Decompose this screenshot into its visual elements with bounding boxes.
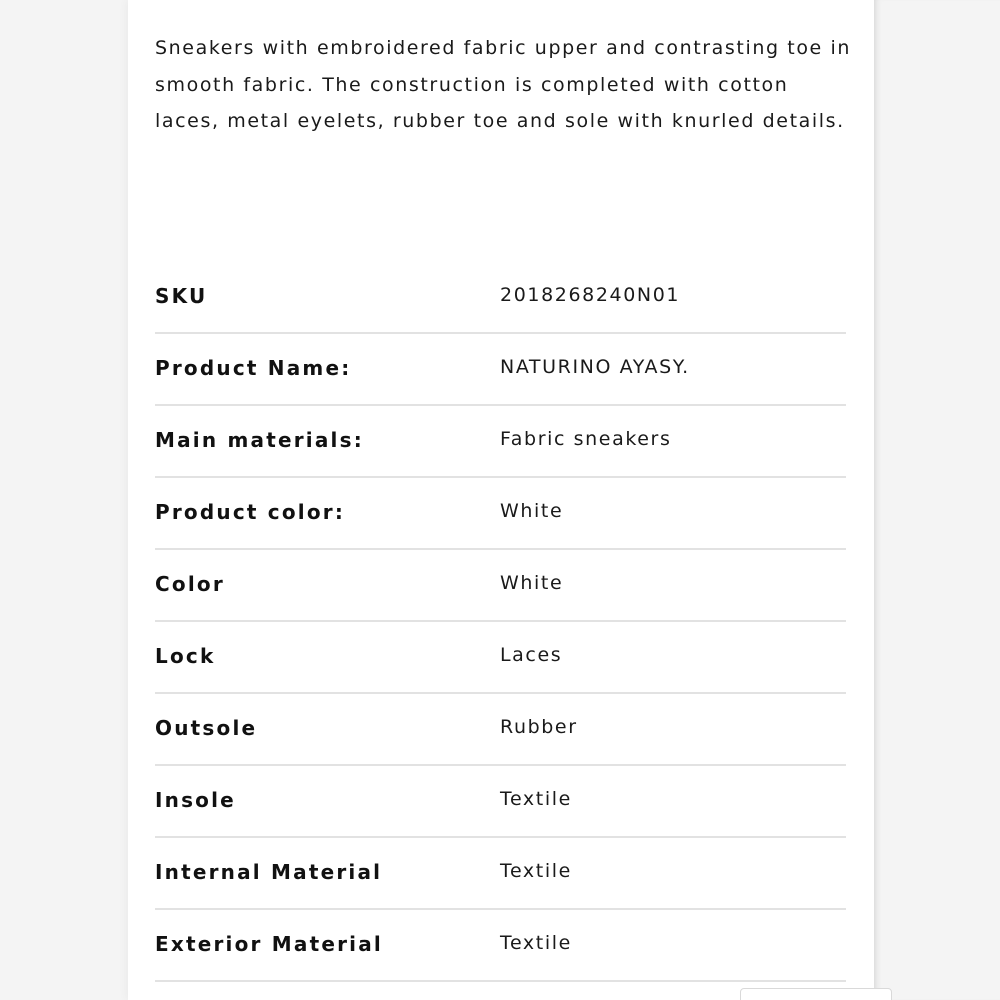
product-details-panel — [128, 0, 874, 1000]
spec-value: 2018268240N01 — [500, 284, 681, 306]
spec-label: Product color: — [155, 500, 346, 524]
spec-row-main-materials — [155, 406, 846, 478]
spec-value: Textile — [500, 860, 572, 882]
spec-row-lock — [155, 622, 846, 694]
spec-value: Rubber — [500, 716, 578, 738]
page-background-right — [874, 0, 1000, 1000]
spec-row-outsole — [155, 694, 846, 766]
spec-label: Lock — [155, 644, 216, 668]
spec-row-product-name — [155, 334, 846, 406]
spec-value: Fabric sneakers — [500, 428, 672, 450]
spec-value: Textile — [500, 788, 572, 810]
spec-label: Internal Material — [155, 860, 383, 884]
spec-label: Outsole — [155, 716, 258, 740]
spec-label: Color — [155, 572, 225, 596]
spec-row-color — [155, 550, 846, 622]
spec-label: Insole — [155, 788, 236, 812]
spec-value: White — [500, 500, 564, 522]
spec-label: Exterior Material — [155, 932, 383, 956]
spec-value: NATURINO AYASY. — [500, 356, 690, 378]
spec-value: Laces — [500, 644, 563, 666]
spec-row-insole — [155, 766, 846, 838]
spec-label: SKU — [155, 284, 208, 308]
spec-label: Main materials: — [155, 428, 364, 452]
spec-label: Product Name: — [155, 356, 352, 380]
spec-row-internal-material — [155, 838, 846, 910]
spec-row-exterior-material — [155, 910, 846, 982]
spec-row-product-color — [155, 478, 846, 550]
floating-card-edge — [740, 988, 892, 1000]
spec-row-sku — [155, 262, 846, 334]
spec-value: Textile — [500, 932, 572, 954]
product-description: Sneakers with embroidered fabric upper and contrasting toe in smooth fabric. The construction is completed with cotton laces, metal eyelets, rubber toe and sole with knurled details. — [155, 37, 852, 132]
product-spec-table — [155, 262, 846, 982]
spec-value: White — [500, 572, 564, 594]
page-background-left — [0, 0, 128, 1000]
